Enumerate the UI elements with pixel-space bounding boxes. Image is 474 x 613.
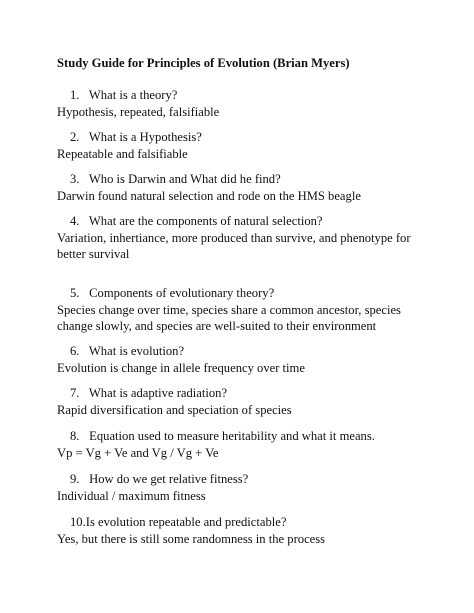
question-item-1 xyxy=(57,87,437,120)
question-number: 6. xyxy=(70,344,80,358)
question-text: What is evolution? xyxy=(88,344,185,358)
question-number: 10. xyxy=(70,515,86,529)
answer-text: Yes, but there is still some randomness in the process xyxy=(57,532,326,546)
answer-text: Rapid diversification and speciation of species xyxy=(57,403,292,417)
question-line xyxy=(57,385,437,401)
question-text: Who is Darwin and What did he find? xyxy=(88,172,281,186)
answer-text: Variation, inhertiance, more produced than survive, and phenotype for better survival xyxy=(57,231,411,261)
question-number: 4. xyxy=(70,214,80,228)
question-item-6 xyxy=(57,343,437,376)
question-number: 5. xyxy=(70,286,80,300)
question-line xyxy=(57,213,437,229)
question-line xyxy=(57,514,437,530)
answer-text: Repeatable and falsifiable xyxy=(57,147,188,161)
question-number: 9. xyxy=(70,472,80,486)
question-line xyxy=(57,171,437,187)
answer-text: Vp = Vg + Ve and Vg / Vg + Ve xyxy=(57,446,219,460)
question-item-7 xyxy=(57,385,437,418)
question-number: 3. xyxy=(70,172,80,186)
answer-text: Individual / maximum fitness xyxy=(57,489,206,503)
question-number: 2. xyxy=(70,130,80,144)
answer-text: Species change over time, species share a common ancestor, species change slowly, and species are well-suited to their environment xyxy=(57,303,401,333)
question-item-10 xyxy=(57,514,437,547)
question-item-2 xyxy=(57,129,437,162)
question-item-5 xyxy=(57,285,437,334)
question-line xyxy=(57,129,437,145)
question-number: 1. xyxy=(70,88,80,102)
question-item-8 xyxy=(57,428,437,461)
question-text: Is evolution repeatable and predictable? xyxy=(85,515,287,529)
question-item-3 xyxy=(57,171,437,204)
question-text: How do we get relative fitness? xyxy=(89,472,249,486)
question-text: What is adaptive radiation? xyxy=(88,386,228,400)
question-item-4 xyxy=(57,213,437,262)
question-line xyxy=(57,285,437,301)
question-line xyxy=(57,428,437,444)
question-text: Equation used to measure heritability and what it means. xyxy=(89,429,375,443)
question-item-9 xyxy=(57,471,437,504)
document-title: Study Guide for Principles of Evolution (Brian Myers) xyxy=(57,56,350,70)
question-line xyxy=(57,471,437,487)
question-text: What are the components of natural selection? xyxy=(88,214,323,228)
answer-text: Darwin found natural selection and rode on the HMS beagle xyxy=(57,189,361,203)
answer-text: Evolution is change in allele frequency over time xyxy=(57,361,305,375)
question-text: What is a Hypothesis? xyxy=(88,130,202,144)
question-text: What is a theory? xyxy=(88,88,178,102)
question-number: 8. xyxy=(70,429,80,443)
question-text: Components of evolutionary theory? xyxy=(89,286,275,300)
question-number: 7. xyxy=(70,386,80,400)
answer-text: Hypothesis, repeated, falsifiable xyxy=(57,105,220,119)
question-line xyxy=(57,87,437,103)
question-line xyxy=(57,343,437,359)
